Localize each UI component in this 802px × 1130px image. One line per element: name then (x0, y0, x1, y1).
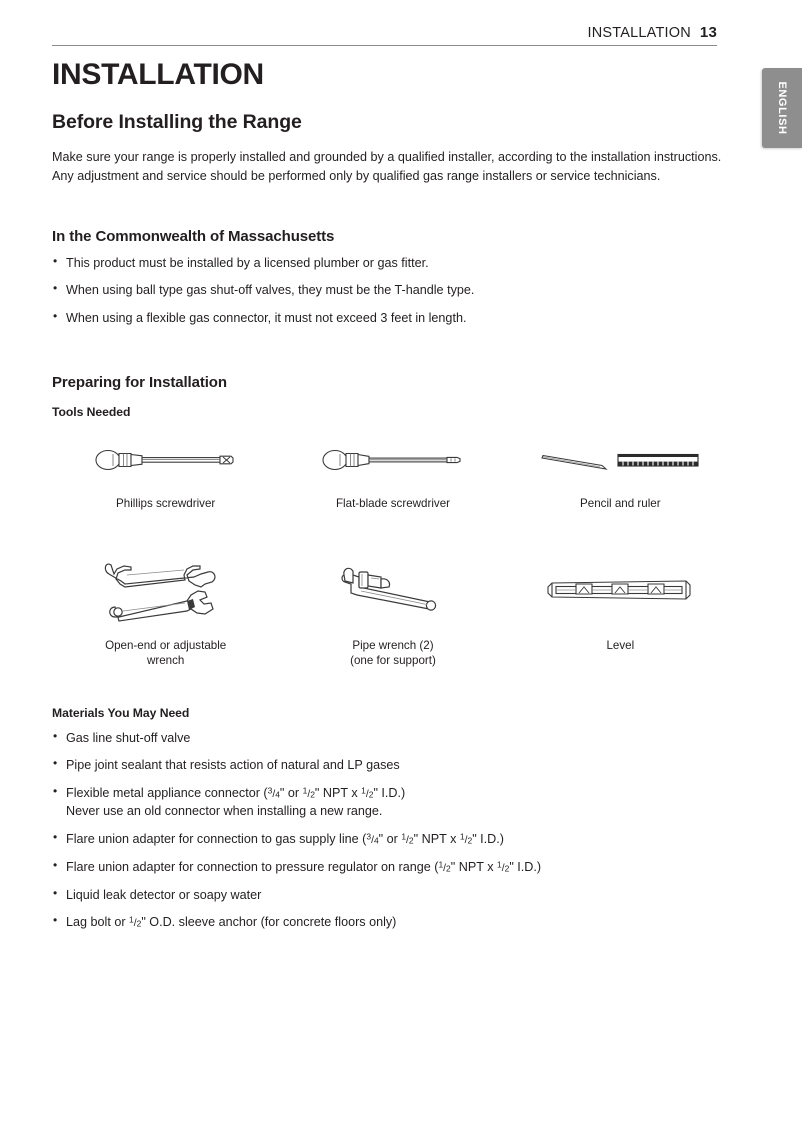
tool-phillips-screwdriver (52, 432, 279, 512)
page-number: 13 (699, 24, 717, 41)
bullet-text-mid1: " or (279, 785, 303, 800)
list-item (52, 830, 734, 849)
language-tab-english[interactable] (762, 68, 802, 148)
tool-open-end-adjustable-wrench (52, 552, 279, 669)
phillips-screwdriver-icon (90, 432, 242, 488)
materials-section (52, 706, 734, 932)
preparing-heading: Preparing for Installation (52, 374, 227, 391)
bullet-text-mid2: " NPT x (450, 859, 497, 874)
bullet-text: Gas line shut-off valve (66, 731, 191, 745)
fraction-one-half: $^1/_2$ (459, 831, 473, 846)
materials-heading: Materials You May Need (52, 706, 190, 720)
list-item (52, 309, 734, 327)
bullet-text-post: " I.D.) (373, 785, 406, 800)
bullet-text-pre: Lag bolt or (66, 914, 130, 929)
massachusetts-bullet-list (52, 254, 734, 327)
list-item (52, 729, 734, 747)
tool-caption-line2: (one for support) (350, 653, 436, 667)
fraction-one-half: $^1/_2$ (302, 784, 315, 800)
bullet-text-post: " I.D.) (509, 859, 542, 874)
tool-caption: Phillips screwdriver (116, 497, 216, 510)
bullet-text-mid2: " NPT x (413, 831, 460, 846)
tools-row-2 (52, 552, 734, 669)
bullet-text-mid2: " NPT x (314, 785, 362, 800)
tool-caption-line1: Pipe wrench (2) (352, 638, 434, 652)
tool-flat-blade-screwdriver (279, 432, 506, 512)
tool-pencil-and-ruler (507, 432, 734, 512)
list-item (52, 886, 734, 904)
bullet-text-post: " O.D. sleeve anchor (for concrete floors only) (141, 914, 397, 929)
tool-caption: Level (606, 638, 635, 652)
tools-needed-grid (52, 432, 734, 668)
massachusetts-heading: In the Commonwealth of Massachusetts (52, 228, 335, 245)
preparing-section (52, 374, 734, 419)
list-item (52, 784, 734, 821)
massachusetts-section (52, 228, 734, 327)
tools-needed-heading: Tools Needed (52, 405, 131, 419)
list-item (52, 756, 734, 774)
tool-pipe-wrench (279, 552, 506, 669)
tool-caption (105, 639, 226, 669)
fraction-one-half: $^1/_2$ (401, 831, 414, 846)
header-divider (52, 45, 717, 46)
list-item (52, 281, 734, 299)
bullet-text: Pipe joint sealant that resists action of natural and LP gases (66, 758, 400, 773)
list-item (52, 913, 734, 932)
level-icon (546, 552, 694, 630)
materials-bullet-list (52, 729, 734, 932)
running-header-title: INSTALLATION (587, 25, 691, 41)
page-content (52, 58, 734, 185)
tool-caption-line2: wrench (146, 653, 185, 667)
bullet-text-second-line: Never use an old connector when installing a new range. (66, 804, 383, 819)
tools-row-1 (52, 432, 734, 512)
tool-caption: Flat-blade screwdriver (335, 497, 451, 510)
fraction-one-half: $^1/_2$ (361, 784, 374, 800)
fraction-one-half: $^1/_2$ (129, 914, 142, 929)
bullet-text-mid1: " or (378, 831, 402, 846)
running-header (52, 24, 717, 41)
tool-caption (350, 639, 436, 669)
pencil-and-ruler-icon (540, 432, 700, 488)
fraction-one-half: $^1/_2$ (438, 859, 451, 874)
before-installing-paragraph: Make sure your range is properly installed and grounded by a qualified installer, according to the installation instructions. Any adjustment and service should be performed only by qualified gas range installers or service technicians. (52, 150, 722, 183)
language-tab-label: ENGLISH (776, 81, 788, 135)
tool-caption-line1: Open-end or adjustable (105, 638, 227, 652)
list-item (52, 254, 734, 272)
bullet-text-pre: Flare union adapter for connection to pressure regulator on range ( (66, 859, 439, 874)
list-item (52, 858, 734, 877)
bullet-text-post: " I.D.) (472, 831, 504, 846)
bullet-text: When using ball type gas shut-off valves, they must be the T-handle type. (66, 283, 475, 298)
bullet-text: Liquid leak detector or soapy water (66, 887, 262, 902)
tool-caption: Pencil and ruler (580, 497, 661, 510)
open-end-adjustable-wrench-icon (101, 552, 231, 630)
chapter-title: INSTALLATION (52, 58, 264, 91)
bullet-text: When using a flexible gas connector, it must not exceed 3 feet in length. (66, 310, 467, 325)
fraction-one-half: $^1/_2$ (497, 859, 510, 874)
fraction-three-quarters: $^3/_4$ (267, 784, 280, 800)
fraction-three-quarters: $^3/_4$ (366, 831, 379, 846)
bullet-text-pre: Flare union adapter for connection to gas supply line ( (66, 831, 367, 846)
flat-blade-screwdriver-icon (317, 432, 469, 488)
bullet-text: This product must be installed by a licensed plumber or gas fitter. (66, 256, 429, 270)
section-title-before-installing: Before Installing the Range (52, 111, 302, 133)
bullet-text-pre: Flexible metal appliance connector ( (66, 785, 268, 800)
tool-level (507, 552, 734, 669)
pipe-wrench-icon (333, 552, 453, 630)
